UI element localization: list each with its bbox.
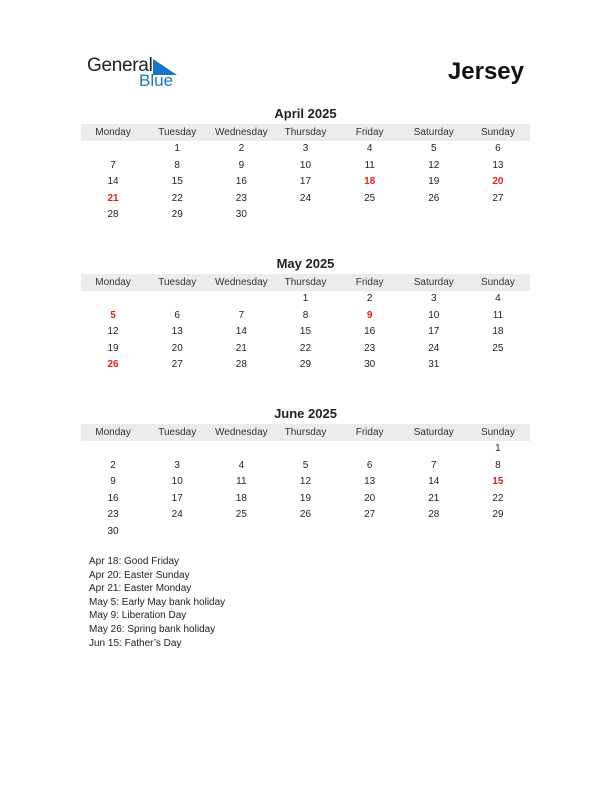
day-cell: 13 (364, 476, 376, 488)
day-cell: 15 (299, 326, 312, 338)
weekday-label: Tuesday (158, 427, 197, 438)
week-row (81, 308, 530, 325)
day-cell: 7 (430, 459, 437, 471)
day-cell (402, 207, 466, 224)
day-cell (209, 441, 273, 458)
day-cell: 19 (299, 492, 312, 504)
logo-text-general: General (87, 55, 153, 76)
holiday-day-cell: 21 (107, 192, 119, 204)
day-cell (338, 524, 402, 541)
day-cell: 30 (364, 359, 376, 371)
day-cell: 11 (364, 159, 375, 171)
day-cell: 16 (107, 492, 119, 504)
day-cell: 14 (235, 326, 247, 338)
month-title: June 2025 (274, 406, 337, 421)
day-cell: 9 (238, 159, 245, 171)
day-cell: 17 (428, 326, 440, 338)
holiday-item: Apr 20: Easter Sunday (89, 569, 190, 581)
day-cell: 16 (364, 326, 376, 338)
country-title: Jersey (447, 58, 524, 85)
day-cell: 11 (492, 309, 504, 321)
day-cell: 8 (302, 309, 309, 321)
day-cell: 5 (302, 459, 309, 471)
day-cell: 12 (107, 326, 119, 338)
day-cell: 22 (299, 342, 312, 354)
day-cell: 11 (236, 476, 247, 488)
day-cell (145, 524, 209, 541)
day-cell: 17 (171, 492, 183, 504)
holiday-list (89, 555, 225, 650)
weekday-label: Sunday (480, 127, 515, 138)
weekday-label: Sunday (480, 277, 515, 288)
month-grid (81, 441, 530, 541)
day-cell: 15 (171, 176, 183, 188)
holiday-item: May 5: Early May bank holiday (89, 596, 226, 608)
day-cell: 6 (366, 459, 373, 471)
day-cell (209, 291, 273, 308)
day-cell: 22 (492, 492, 504, 504)
day-cell: 7 (110, 159, 116, 171)
day-cell: 25 (364, 192, 376, 204)
day-cell: 29 (492, 509, 504, 521)
day-cell (81, 441, 145, 458)
day-cell: 31 (428, 359, 440, 371)
day-cell: 3 (302, 143, 309, 154)
day-cell: 29 (299, 359, 312, 371)
day-cell: 10 (171, 476, 183, 488)
day-cell: 28 (235, 359, 247, 371)
month-calendar-june (81, 406, 530, 541)
day-cell: 2 (366, 293, 373, 304)
day-cell: 26 (299, 509, 312, 521)
weekday-label: Saturday (413, 427, 454, 438)
day-cell: 8 (174, 159, 180, 171)
week-row (81, 357, 530, 374)
day-cell: 28 (428, 509, 440, 521)
day-cell: 26 (428, 192, 440, 204)
weekday-label: Tuesday (158, 127, 197, 138)
holiday-item: Jun 15: Father’s Day (89, 637, 182, 649)
brand-logo (87, 55, 197, 95)
weekday-label: Friday (355, 427, 384, 438)
day-cell: 3 (174, 459, 180, 471)
holiday-item: Apr 21: Easter Monday (89, 583, 192, 595)
weekday-label: Friday (355, 277, 384, 288)
week-row (81, 291, 530, 308)
day-cell: 29 (171, 209, 183, 221)
month-title: April 2025 (274, 106, 337, 121)
week-row (81, 207, 530, 224)
month-title: May 2025 (276, 256, 335, 271)
day-cell (466, 357, 530, 374)
week-row (81, 174, 530, 191)
day-cell: 13 (492, 159, 504, 171)
weekday-label: Wednesday (215, 427, 268, 438)
weekday-label: Saturday (413, 277, 454, 288)
day-cell: 23 (107, 509, 119, 521)
day-cell: 20 (171, 342, 183, 354)
holiday-day-cell: 18 (364, 176, 376, 188)
holiday-day-cell: 5 (110, 309, 116, 321)
month-grid (81, 141, 530, 224)
day-cell: 14 (107, 176, 119, 188)
day-cell (145, 441, 209, 458)
day-cell: 4 (366, 143, 373, 154)
week-row (81, 324, 530, 341)
day-cell: 7 (238, 309, 245, 321)
day-cell: 18 (235, 492, 247, 504)
day-cell: 19 (107, 342, 119, 354)
week-row (81, 441, 530, 458)
day-cell: 23 (364, 342, 376, 354)
weekday-label: Tuesday (158, 277, 197, 288)
day-cell: 23 (235, 192, 247, 204)
day-cell: 24 (299, 192, 312, 204)
day-cell: 4 (238, 459, 245, 471)
holiday-item: May 26: Spring bank holiday (89, 623, 216, 635)
day-cell (81, 141, 145, 158)
day-cell (466, 207, 530, 224)
week-row (81, 141, 530, 158)
logo-text-blue: Blue (139, 71, 174, 90)
month-grid (81, 291, 530, 374)
week-row (81, 191, 530, 208)
day-cell: 20 (364, 492, 376, 504)
day-cell: 30 (235, 209, 247, 221)
day-cell: 24 (428, 342, 440, 354)
week-row (81, 458, 530, 475)
weekday-label: Wednesday (215, 277, 268, 288)
holiday-day-cell: 20 (492, 176, 504, 188)
day-cell: 21 (235, 342, 247, 354)
day-cell: 9 (110, 476, 116, 488)
holiday-day-cell: 9 (366, 309, 373, 321)
week-row (81, 474, 530, 491)
weekday-label: Thursday (284, 127, 327, 138)
holiday-item: May 9: Liberation Day (89, 610, 187, 622)
day-cell: 2 (238, 143, 245, 154)
holiday-day-cell: 15 (492, 476, 504, 488)
day-cell (273, 441, 337, 458)
week-row (81, 507, 530, 524)
day-cell: 12 (428, 159, 440, 171)
weekday-label: Sunday (480, 427, 515, 438)
day-cell: 13 (171, 326, 183, 338)
day-cell: 5 (430, 143, 437, 154)
day-cell: 6 (174, 309, 180, 321)
weekday-label: Monday (95, 127, 131, 138)
holiday-item: Apr 18: Good Friday (89, 556, 180, 567)
weekday-label: Saturday (413, 127, 454, 138)
day-cell (466, 524, 530, 541)
day-cell: 24 (171, 509, 183, 521)
day-cell: 27 (492, 192, 504, 204)
day-cell: 14 (428, 476, 440, 488)
day-cell: 16 (235, 176, 247, 188)
day-cell: 30 (107, 525, 119, 537)
day-cell: 18 (492, 326, 504, 338)
weekday-header (81, 274, 530, 291)
day-cell: 10 (299, 159, 312, 171)
day-cell: 6 (495, 143, 501, 154)
day-cell (338, 441, 402, 458)
month-calendar-may (81, 256, 530, 374)
day-cell (273, 207, 337, 224)
weekday-label: Thursday (284, 277, 327, 288)
day-cell: 8 (495, 459, 501, 471)
week-row (81, 524, 530, 541)
day-cell: 1 (495, 443, 501, 454)
weekday-label: Monday (95, 427, 131, 438)
day-cell: 22 (171, 192, 183, 204)
day-cell: 4 (495, 293, 501, 304)
weekday-label: Monday (95, 277, 131, 288)
day-cell (81, 291, 145, 308)
day-cell: 1 (302, 293, 309, 304)
week-row (81, 158, 530, 175)
day-cell (145, 291, 209, 308)
day-cell: 12 (299, 476, 312, 488)
day-cell: 1 (174, 143, 180, 154)
day-cell: 25 (492, 342, 504, 354)
day-cell: 2 (110, 459, 116, 471)
day-cell: 10 (428, 309, 440, 321)
weekday-header (81, 424, 530, 441)
day-cell: 28 (107, 209, 119, 221)
weekday-header (81, 124, 530, 141)
weekday-label: Thursday (284, 427, 327, 438)
day-cell: 19 (428, 176, 440, 188)
week-row (81, 341, 530, 358)
holiday-day-cell: 26 (107, 359, 119, 371)
day-cell (209, 524, 273, 541)
weekday-label: Wednesday (215, 127, 268, 138)
day-cell: 3 (430, 293, 437, 304)
month-calendar-april (81, 106, 530, 224)
day-cell (338, 207, 402, 224)
day-cell (402, 524, 466, 541)
day-cell: 27 (364, 509, 376, 521)
day-cell: 25 (235, 509, 247, 521)
day-cell: 17 (299, 176, 312, 188)
day-cell (273, 524, 337, 541)
weekday-label: Friday (355, 127, 384, 138)
day-cell: 27 (171, 359, 183, 371)
week-row (81, 491, 530, 508)
day-cell (402, 441, 466, 458)
day-cell: 21 (428, 492, 440, 504)
